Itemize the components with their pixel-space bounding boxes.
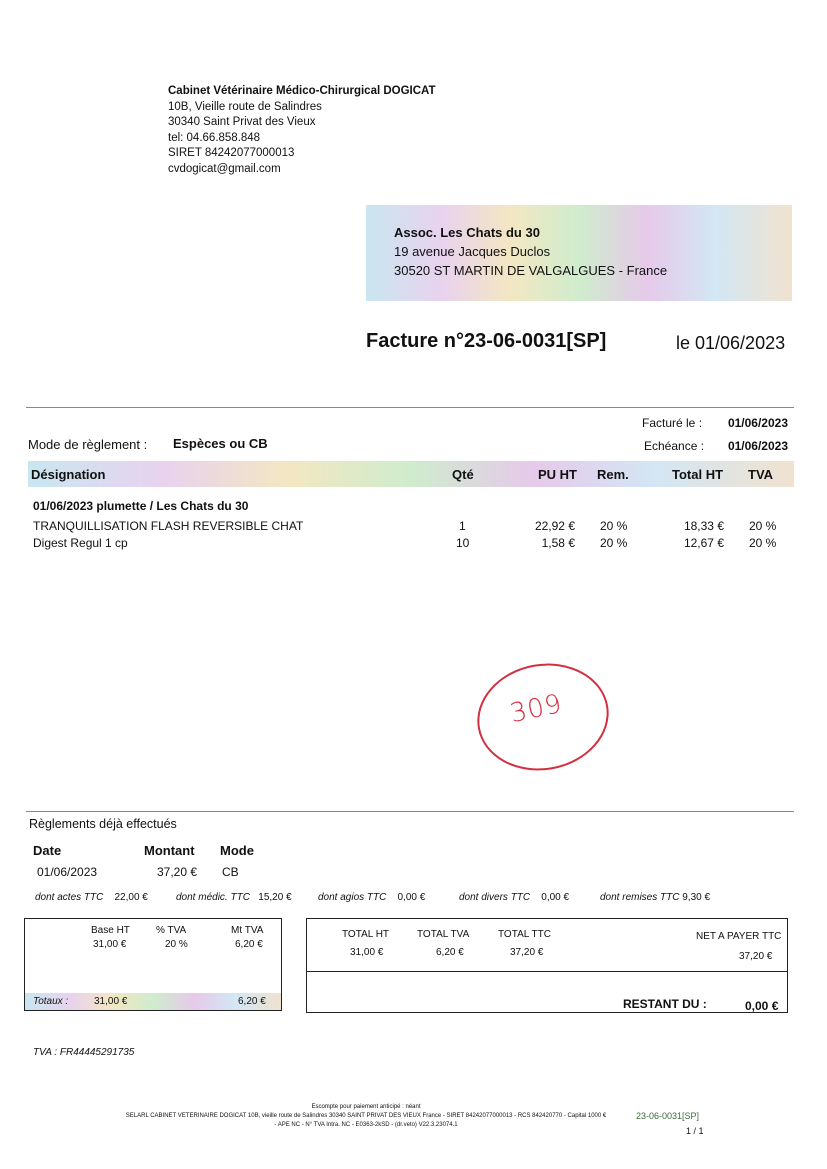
total-ttc-header: TOTAL TTC — [498, 929, 551, 940]
items-table-header — [28, 461, 794, 487]
item-pu: 1,58 € — [541, 536, 575, 550]
payment-date: 01/06/2023 — [37, 865, 98, 879]
breakdown-actes: dont actes TTC 22,00 € — [35, 892, 148, 903]
footer-ref: 23-06-0031[SP] — [636, 1111, 700, 1121]
sender-email: cvdogicat@gmail.com — [168, 162, 281, 175]
item-rem: 20 % — [600, 519, 628, 533]
vat-mt: 6,20 € — [235, 939, 263, 950]
echeance-label: Echéance : — [644, 439, 705, 453]
total-tva-value: 6,20 € — [436, 947, 464, 958]
header-pu: PU HT — [538, 467, 577, 482]
invoice-title: Facture n°23-06-0031[SP] — [366, 330, 607, 352]
invoice-date: le 01/06/2023 — [676, 333, 786, 353]
items-section-title: 01/06/2023 plumette / Les Chats du 30 — [33, 499, 249, 513]
breakdown-medic: dont médic. TTC 15,20 € — [176, 892, 292, 903]
totals-box — [306, 918, 788, 1013]
total-tva-header: TOTAL TVA — [417, 929, 470, 940]
vat-box — [24, 918, 282, 1011]
vat-header-mt: Mt TVA — [231, 925, 264, 936]
facture-label: Facturé le : — [642, 416, 703, 430]
handwritten-note: 309 — [507, 688, 566, 730]
header-rem: Rem. — [597, 467, 629, 482]
item-designation: Digest Regul 1 cp — [33, 536, 128, 550]
restant-label: RESTANT DU : — [623, 997, 707, 1011]
vat-header-base: Base HT — [91, 925, 130, 936]
item-qty: 10 — [456, 536, 470, 550]
payment-amount: 37,20 € — [157, 865, 198, 879]
sender-address-1: 10B, Vieille route de Salindres — [168, 100, 322, 113]
breakdown-divers: dont divers TTC 0,00 € — [459, 892, 570, 903]
net-value: 37,20 € — [739, 951, 773, 962]
recipient-address-1: 19 avenue Jacques Duclos — [394, 244, 551, 259]
table-row — [33, 536, 793, 552]
vat-totals-mt: 6,20 € — [238, 996, 266, 1007]
item-pu: 22,92 € — [534, 519, 575, 533]
item-qty: 1 — [459, 519, 466, 533]
payments-title: Règlements déjà effectués — [29, 817, 177, 831]
payments-header-amount: Montant — [144, 843, 195, 858]
divider — [26, 407, 794, 408]
totals-divider — [307, 971, 787, 972]
facture-value: 01/06/2023 — [727, 416, 788, 430]
sender-tel: tel: 04.66.858.848 — [168, 131, 261, 144]
item-designation: TRANQUILLISATION FLASH REVERSIBLE CHAT — [33, 519, 304, 533]
header-designation: Désignation — [31, 467, 106, 482]
total-ht-value: 31,00 € — [350, 947, 384, 958]
vat-totals-base: 31,00 € — [94, 996, 128, 1007]
sender-address-2: 30340 Saint Privat des Vieux — [168, 116, 316, 128]
recipient-name: Assoc. Les Chats du 30 — [394, 225, 540, 240]
table-row — [33, 519, 793, 535]
payment-mode-label: Mode de règlement : — [28, 437, 148, 452]
payments-header-mode: Mode — [220, 843, 254, 858]
vat-base: 31,00 € — [93, 939, 127, 950]
item-total: 18,33 € — [683, 519, 724, 533]
echeance-row — [644, 439, 788, 453]
divider — [26, 811, 794, 812]
header-qty: Qté — [452, 467, 474, 482]
vat-totals-row — [25, 993, 281, 1010]
item-tva: 20 % — [749, 536, 777, 550]
vat-header-pct: % TVA — [156, 925, 187, 936]
restant-value: 0,00 € — [745, 999, 779, 1013]
item-rem: 20 % — [600, 536, 628, 550]
sender-siret: SIRET 84242077000013 — [168, 147, 295, 159]
payments-header-date: Date — [33, 843, 62, 858]
footer-line-1: Escompte pour paiement anticipé : néant — [311, 1104, 421, 1110]
item-tva: 20 % — [749, 519, 777, 533]
net-header: NET A PAYER TTC — [696, 931, 782, 942]
echeance-value: 01/06/2023 — [727, 439, 788, 453]
payment-mode: CB — [222, 865, 239, 879]
tva-number: TVA : FR44445291735 — [33, 1047, 135, 1058]
breakdown-remises: dont remises TTC 9,30 € — [600, 892, 711, 903]
facture-date-row — [642, 416, 788, 430]
header-tva: TVA — [748, 467, 774, 482]
breakdown-agios: dont agios TTC 0,00 € — [318, 892, 426, 903]
footer-page: 1 / 1 — [686, 1126, 704, 1136]
header-total: Total HT — [672, 467, 724, 482]
sender-name: Cabinet Vétérinaire Médico-Chirurgical DOGICAT — [168, 85, 436, 97]
payment-mode-value: Espèces ou CB — [173, 436, 268, 451]
total-ht-header: TOTAL HT — [342, 929, 390, 940]
footer-line-3: - APE NC - N° TVA Intra. NC - E0363-2kSD - (dr.veto) V22.3.23074.1 — [274, 1122, 458, 1128]
vat-totals-label: Totaux : — [33, 996, 69, 1007]
sender-block — [168, 84, 436, 177]
total-ttc-value: 37,20 € — [510, 947, 544, 958]
recipient-block — [366, 205, 792, 301]
footer-line-2: SELARL CABINET VETERINAIRE DOGICAT 10B, vieille route de Salindres 30340 SAINT PRIVAT DES VIEUX France - SIRET 84242077000013 - RCS 842420770 - Capital 1000 € — [125, 1113, 607, 1119]
item-total: 12,67 € — [683, 536, 724, 550]
vat-pct: 20 % — [165, 939, 188, 950]
recipient-address-2: 30520 ST MARTIN DE VALGALGUES - France — [394, 263, 668, 278]
